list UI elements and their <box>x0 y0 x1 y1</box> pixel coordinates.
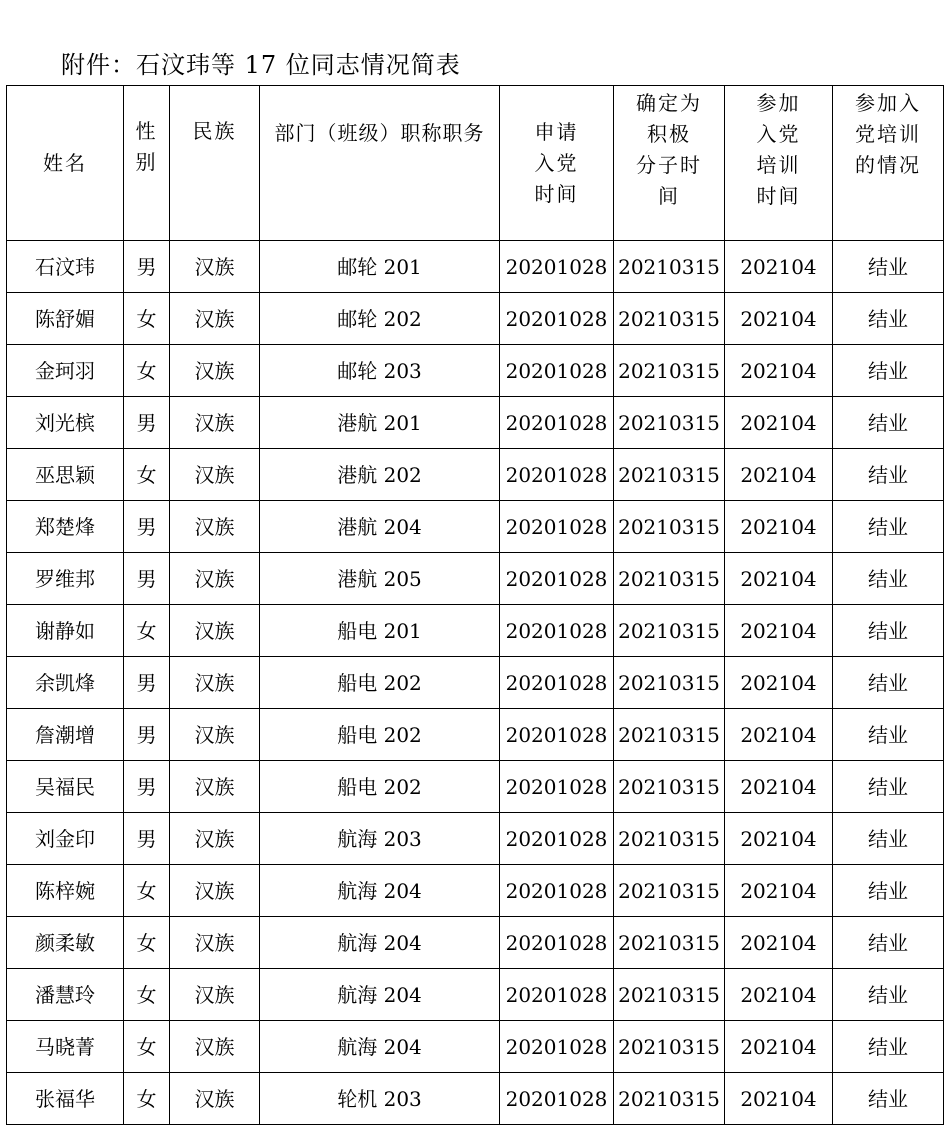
cell-activist-date: 20210315 <box>614 657 725 709</box>
cell-name: 吴福民 <box>7 761 124 813</box>
cell-application-date: 20201028 <box>500 397 614 449</box>
cell-name: 余凯烽 <box>7 657 124 709</box>
cell-department: 邮轮 203 <box>260 345 500 397</box>
table-row <box>7 865 944 917</box>
cell-name: 马晓菁 <box>7 1021 124 1073</box>
cell-name: 张福华 <box>7 1073 124 1125</box>
cell-department: 船电 202 <box>260 709 500 761</box>
cell-application-date: 20201028 <box>500 1021 614 1073</box>
cell-name: 郑楚烽 <box>7 501 124 553</box>
cell-department: 航海 204 <box>260 865 500 917</box>
cell-activist-date: 20210315 <box>614 605 725 657</box>
table-row <box>7 761 944 813</box>
cell-training-date: 202104 <box>725 501 833 553</box>
table-row <box>7 813 944 865</box>
cell-training-status: 结业 <box>833 917 944 969</box>
cell-department: 船电 201 <box>260 605 500 657</box>
header-activist-date: 确定为 积极 分子时 间 <box>614 86 725 241</box>
cell-ethnicity: 汉族 <box>170 1021 260 1073</box>
cell-activist-date: 20210315 <box>614 1073 725 1125</box>
cell-name: 刘金印 <box>7 813 124 865</box>
cell-training-date: 202104 <box>725 657 833 709</box>
table-row <box>7 501 944 553</box>
cell-training-status: 结业 <box>833 501 944 553</box>
cell-application-date: 20201028 <box>500 969 614 1021</box>
cell-training-status: 结业 <box>833 293 944 345</box>
table-header-row <box>7 86 944 241</box>
cell-training-status: 结业 <box>833 1073 944 1125</box>
cell-gender: 男 <box>124 657 170 709</box>
cell-activist-date: 20210315 <box>614 397 725 449</box>
cell-training-date: 202104 <box>725 813 833 865</box>
cell-activist-date: 20210315 <box>614 813 725 865</box>
cell-application-date: 20201028 <box>500 449 614 501</box>
cell-application-date: 20201028 <box>500 553 614 605</box>
cell-training-date: 202104 <box>725 761 833 813</box>
cell-training-status: 结业 <box>833 241 944 293</box>
cell-training-date: 202104 <box>725 449 833 501</box>
cell-activist-date: 20210315 <box>614 709 725 761</box>
cell-training-date: 202104 <box>725 345 833 397</box>
header-name: 姓名 <box>7 86 124 241</box>
table-row <box>7 293 944 345</box>
cell-ethnicity: 汉族 <box>170 449 260 501</box>
cell-activist-date: 20210315 <box>614 761 725 813</box>
cell-training-status: 结业 <box>833 865 944 917</box>
cell-gender: 男 <box>124 501 170 553</box>
cell-ethnicity: 汉族 <box>170 761 260 813</box>
cell-gender: 女 <box>124 969 170 1021</box>
cell-training-date: 202104 <box>725 397 833 449</box>
cell-ethnicity: 汉族 <box>170 605 260 657</box>
cell-activist-date: 20210315 <box>614 1021 725 1073</box>
cell-training-date: 202104 <box>725 969 833 1021</box>
cell-name: 石汶玮 <box>7 241 124 293</box>
cell-department: 航海 204 <box>260 1021 500 1073</box>
cell-gender: 男 <box>124 761 170 813</box>
cell-training-date: 202104 <box>725 1021 833 1073</box>
cell-training-status: 结业 <box>833 1021 944 1073</box>
cell-name: 金珂羽 <box>7 345 124 397</box>
table-row <box>7 345 944 397</box>
cell-department: 港航 202 <box>260 449 500 501</box>
cell-activist-date: 20210315 <box>614 865 725 917</box>
table-row <box>7 969 944 1021</box>
cell-application-date: 20201028 <box>500 1073 614 1125</box>
cell-application-date: 20201028 <box>500 345 614 397</box>
table-row <box>7 605 944 657</box>
cell-name: 巫思颖 <box>7 449 124 501</box>
cell-application-date: 20201028 <box>500 761 614 813</box>
table-row <box>7 657 944 709</box>
header-application-date: 申请 入党 时间 <box>500 86 614 241</box>
cell-ethnicity: 汉族 <box>170 1073 260 1125</box>
cell-application-date: 20201028 <box>500 605 614 657</box>
table-row <box>7 449 944 501</box>
cell-department: 航海 204 <box>260 917 500 969</box>
table-row <box>7 709 944 761</box>
table-row <box>7 553 944 605</box>
cell-gender: 女 <box>124 345 170 397</box>
cell-ethnicity: 汉族 <box>170 813 260 865</box>
cell-training-status: 结业 <box>833 813 944 865</box>
cell-gender: 女 <box>124 293 170 345</box>
cell-gender: 女 <box>124 449 170 501</box>
cell-activist-date: 20210315 <box>614 345 725 397</box>
cell-department: 船电 202 <box>260 657 500 709</box>
cell-gender: 男 <box>124 397 170 449</box>
cell-ethnicity: 汉族 <box>170 553 260 605</box>
cell-ethnicity: 汉族 <box>170 865 260 917</box>
header-training-status: 参加入 党培训 的情况 <box>833 86 944 241</box>
cell-training-date: 202104 <box>725 605 833 657</box>
cell-name: 陈舒媚 <box>7 293 124 345</box>
cell-application-date: 20201028 <box>500 813 614 865</box>
cell-department: 邮轮 201 <box>260 241 500 293</box>
cell-name: 詹潮增 <box>7 709 124 761</box>
cell-application-date: 20201028 <box>500 657 614 709</box>
cell-department: 航海 203 <box>260 813 500 865</box>
cell-application-date: 20201028 <box>500 917 614 969</box>
cell-application-date: 20201028 <box>500 501 614 553</box>
cell-training-status: 结业 <box>833 605 944 657</box>
cell-name: 罗维邦 <box>7 553 124 605</box>
table-body <box>7 241 944 1125</box>
cell-training-status: 结业 <box>833 761 944 813</box>
cell-training-status: 结业 <box>833 709 944 761</box>
header-gender: 性 别 <box>124 86 170 241</box>
cell-ethnicity: 汉族 <box>170 241 260 293</box>
cell-ethnicity: 汉族 <box>170 657 260 709</box>
table-row <box>7 397 944 449</box>
header-department: 部门（班级）职称职务 <box>260 86 500 241</box>
cell-ethnicity: 汉族 <box>170 501 260 553</box>
cell-department: 航海 204 <box>260 969 500 1021</box>
cell-gender: 女 <box>124 1021 170 1073</box>
cell-ethnicity: 汉族 <box>170 293 260 345</box>
cell-name: 谢静如 <box>7 605 124 657</box>
cell-ethnicity: 汉族 <box>170 397 260 449</box>
cell-training-date: 202104 <box>725 1073 833 1125</box>
member-info-table <box>6 85 944 1125</box>
cell-name: 潘慧玲 <box>7 969 124 1021</box>
cell-training-date: 202104 <box>725 865 833 917</box>
cell-ethnicity: 汉族 <box>170 345 260 397</box>
cell-gender: 女 <box>124 865 170 917</box>
table-row <box>7 241 944 293</box>
cell-ethnicity: 汉族 <box>170 709 260 761</box>
cell-training-status: 结业 <box>833 969 944 1021</box>
cell-department: 港航 204 <box>260 501 500 553</box>
cell-ethnicity: 汉族 <box>170 969 260 1021</box>
cell-training-date: 202104 <box>725 709 833 761</box>
cell-application-date: 20201028 <box>500 241 614 293</box>
cell-ethnicity: 汉族 <box>170 917 260 969</box>
cell-activist-date: 20210315 <box>614 293 725 345</box>
cell-department: 港航 201 <box>260 397 500 449</box>
cell-department: 港航 205 <box>260 553 500 605</box>
cell-training-date: 202104 <box>725 241 833 293</box>
cell-name: 颜柔敏 <box>7 917 124 969</box>
cell-training-status: 结业 <box>833 657 944 709</box>
header-ethnicity: 民族 <box>170 86 260 241</box>
cell-gender: 男 <box>124 553 170 605</box>
cell-name: 刘光槟 <box>7 397 124 449</box>
cell-gender: 男 <box>124 241 170 293</box>
cell-activist-date: 20210315 <box>614 501 725 553</box>
cell-training-status: 结业 <box>833 345 944 397</box>
header-training-date: 参加 入党 培训 时间 <box>725 86 833 241</box>
cell-gender: 男 <box>124 813 170 865</box>
cell-activist-date: 20210315 <box>614 553 725 605</box>
cell-department: 邮轮 202 <box>260 293 500 345</box>
document-title: 附件：石汶玮等 17 位同志情况简表 <box>61 51 461 79</box>
table-row <box>7 1073 944 1125</box>
cell-gender: 女 <box>124 917 170 969</box>
cell-department: 船电 202 <box>260 761 500 813</box>
cell-training-date: 202104 <box>725 917 833 969</box>
cell-training-status: 结业 <box>833 553 944 605</box>
cell-activist-date: 20210315 <box>614 917 725 969</box>
cell-department: 轮机 203 <box>260 1073 500 1125</box>
cell-training-date: 202104 <box>725 553 833 605</box>
cell-application-date: 20201028 <box>500 293 614 345</box>
cell-activist-date: 20210315 <box>614 969 725 1021</box>
cell-gender: 女 <box>124 1073 170 1125</box>
cell-gender: 女 <box>124 605 170 657</box>
cell-application-date: 20201028 <box>500 865 614 917</box>
cell-training-status: 结业 <box>833 397 944 449</box>
cell-activist-date: 20210315 <box>614 449 725 501</box>
cell-training-status: 结业 <box>833 449 944 501</box>
cell-training-date: 202104 <box>725 293 833 345</box>
cell-name: 陈梓婉 <box>7 865 124 917</box>
cell-gender: 男 <box>124 709 170 761</box>
cell-application-date: 20201028 <box>500 709 614 761</box>
cell-activist-date: 20210315 <box>614 241 725 293</box>
table-row <box>7 917 944 969</box>
table-row <box>7 1021 944 1073</box>
